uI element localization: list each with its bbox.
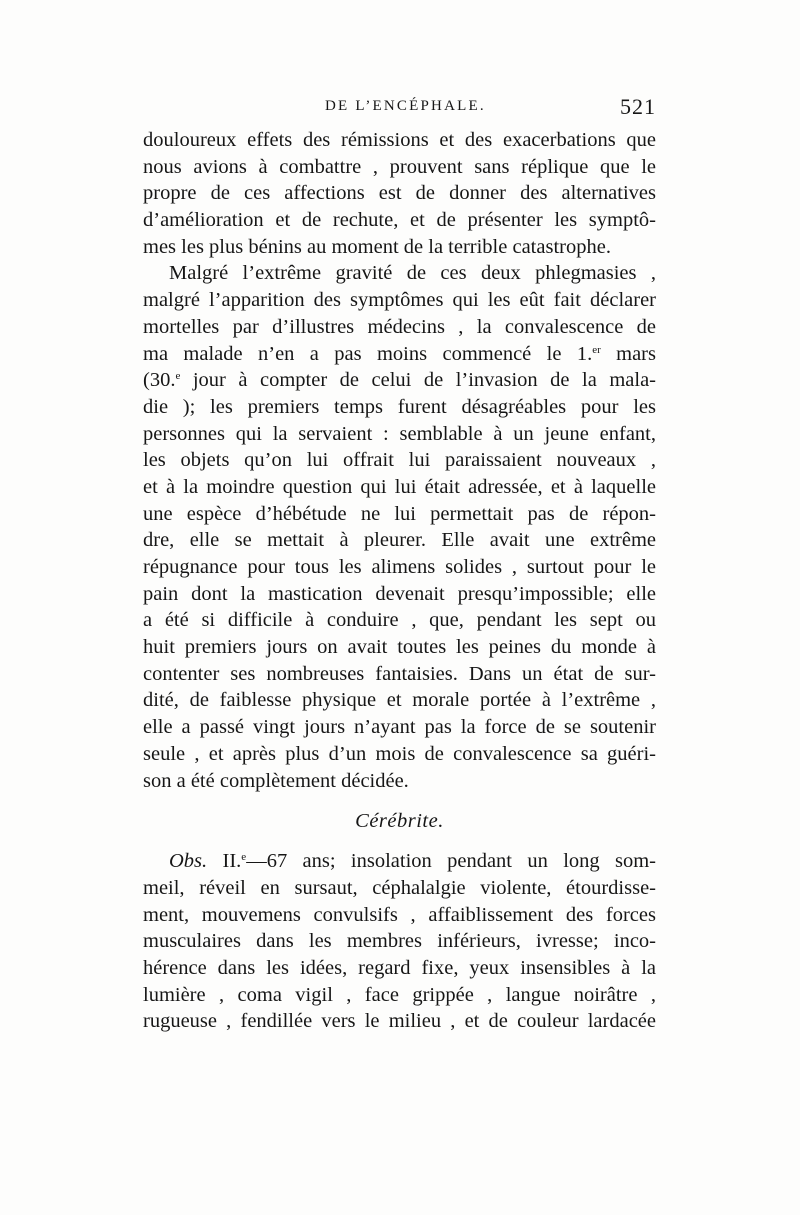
text-line: Malgré l’extrême gravité de ces deux phlegmasies , [169,262,656,285]
text-fragment: ma malade n’en a pas moins commencé le 1. [143,342,593,365]
page-header [143,94,656,124]
page-number: 521 [620,94,656,119]
text-line: douloureux effets des rémissions et des exacerbations que [143,129,656,151]
body-text [143,127,656,1035]
text-line [143,848,656,875]
text-line: rugueuse , fendillée vers le milieu , et de couleur lardacée [143,1010,656,1033]
text-line [143,341,656,368]
text-fragment: (30. [143,369,176,392]
superscript: e [241,851,247,864]
text-line: contenter ses nombreuses fantaisies. Dans un état de sur- [143,662,656,685]
text-line: dre, elle se mettait à pleurer. Elle avait une extrême [143,529,656,552]
paragraph-continued [143,127,656,260]
text-fragment: jour à compter de celui de l’invasion de la mala- [180,369,656,392]
text-line: musculaires dans les membres inférieurs, ivresse; inco- [143,930,656,953]
paragraph-observation [143,848,656,1035]
running-head: DE L’ENCÉPHALE. [325,98,486,114]
text-line: mes les plus bénins au moment de la terrible catastrophe. [143,235,611,258]
text-line: seule , et après plus d’un mois de convalescence sa guéri- [143,742,656,765]
text-line: pain dont la mastication devenait presqu’impossible; elle [143,582,656,605]
text-line: les objets qu’on lui offrait lui paraissaient nouveaux , [143,449,656,472]
section-heading: Cérébrite. [355,810,444,833]
text-line: nous avions à combattre , prouvent sans réplique que le [143,155,656,178]
text-line: et à la moindre question qui lui était adressée, et à laquelle [143,475,656,498]
text-line: a été si difficile à conduire , que, pendant les sept ou [143,609,656,632]
text-line: mortelles par d’illustres médecins , la convalescence de [143,315,656,338]
text-line: lumière , coma vigil , face grippée , langue noirâtre , [143,983,656,1006]
text-fragment: mars [600,342,656,365]
text-line: répugnance pour tous les alimens solides , surtout pour le [143,556,656,578]
text-line: son a été complètement décidée. [143,769,409,792]
observation-label: Obs. [169,850,208,873]
text-line: die ); les premiers temps furent désagréables pour les [143,395,656,418]
text-line: une espèce d’hébétude ne lui permettait pas de répon- [143,502,656,525]
paragraph-convalescence [143,260,656,794]
text-line: d’amélioration et de rechute, et de présenter les symptô- [143,209,656,232]
text-line [143,367,656,394]
text-line: personnes qui la servaient : semblable à un jeune enfant, [143,422,656,445]
superscript: er [592,343,601,356]
observation-numeral: II. [207,850,242,873]
text-fragment: —67 ans; insolation pendant un long som- [246,850,656,873]
text-line: malgré l’apparition des symptômes qui les eût fait déclarer [143,289,656,312]
text-line: elle a passé vingt jours n’ayant pas la force de se soutenir [143,716,656,739]
text-line: hérence dans les idées, regard fixe, yeux insensibles à la [143,956,656,979]
superscript: e [175,370,181,383]
text-line: ment, mouvemens convulsifs , affaiblissement des forces [143,903,656,926]
text-line: propre de ces affections est de donner des alternatives [143,182,656,205]
text-line: dité, de faiblesse physique et morale portée à l’extrême , [143,689,656,712]
text-line: meil, réveil en sursaut, céphalalgie violente, étourdisse- [143,876,656,899]
text-line: huit premiers jours on avait toutes les peines du monde à [143,636,656,659]
